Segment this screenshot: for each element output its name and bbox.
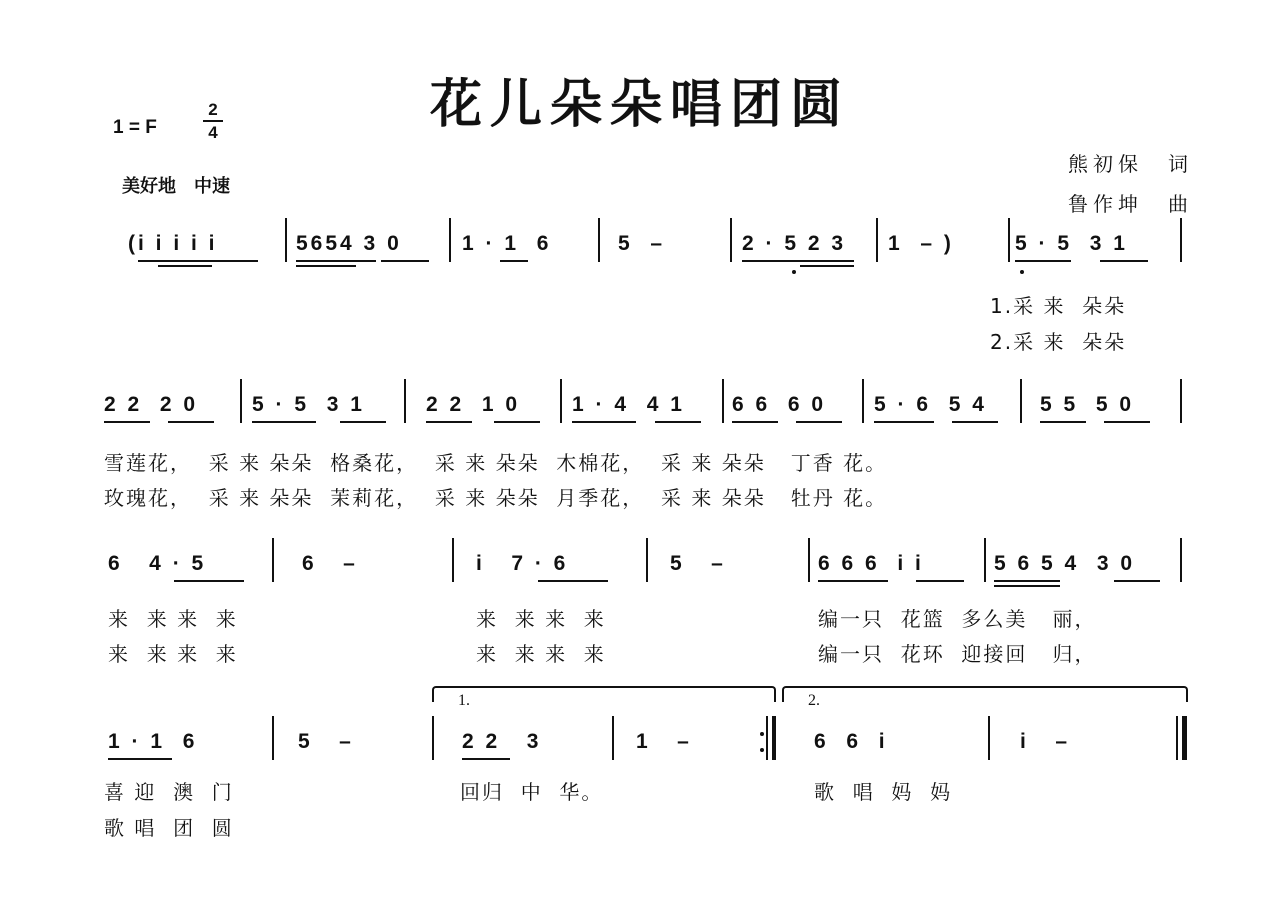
line4-verse1-b: 回归 中 华。 — [460, 780, 604, 804]
line4-verse1-a: 喜 迎 澳 门 — [104, 780, 234, 804]
measure-3: 2 2 1 0 — [426, 393, 521, 416]
line1-verse2: 2.采 来 朵朵 — [990, 330, 1127, 354]
measure-5: 2 · 5 2 3 — [742, 232, 847, 255]
measure-2: 5654 3 0 — [296, 232, 402, 255]
measure-3: i 7 · 6 — [476, 552, 569, 575]
line1-verse1: 1.采 来 朵朵 — [990, 294, 1127, 318]
staff-line-2 — [0, 393, 1280, 425]
staff-line-3 — [0, 552, 1280, 584]
volta-bracket-2 — [782, 686, 1188, 702]
measure-4: 1 · 4 4 1 — [572, 393, 685, 416]
time-signature-top: 2 — [208, 100, 218, 119]
line3-verse2-c: 编一只 花环 迎接回 归， — [818, 642, 1097, 666]
line3-verse1-b: 来 来 来 来 — [476, 607, 606, 631]
line3-verse2-a: 来 来 来 来 — [108, 642, 238, 666]
measure-3: 2 2 3 — [462, 730, 542, 753]
key-signature: 1 = F — [113, 117, 157, 138]
measure-4: 5 – — [670, 552, 726, 575]
measure-1: (i i i i i — [128, 232, 218, 255]
measure-4: 1 – — [636, 730, 692, 753]
measure-7: 5 5 5 0 — [1040, 393, 1135, 416]
measure-6: 1 – ) — [888, 232, 954, 255]
line3-verse1-a: 来 来 来 来 — [108, 607, 238, 631]
measure-1: 6 4 · 5 — [108, 552, 207, 575]
measure-2: 5 · 5 3 1 — [252, 393, 365, 416]
measure-3: 1 · 1 6 — [462, 232, 552, 255]
line3-verse2-b: 来 来 来 来 — [476, 642, 606, 666]
staff-line-4 — [0, 730, 1280, 762]
staff-line-1 — [0, 232, 1280, 264]
line3-verse1-c: 编一只 花篮 多么美 丽， — [818, 607, 1097, 631]
measure-2: 6 – — [302, 552, 358, 575]
time-signature-bottom: 4 — [208, 123, 218, 142]
measure-4: 5 – — [618, 232, 666, 255]
line4-verse1-c: 歌 唱 妈 妈 — [814, 780, 953, 804]
volta-label-2: 2. — [808, 692, 820, 709]
measure-5: 6 6 6 i i — [818, 552, 924, 575]
measure-6: 5 · 6 5 4 — [874, 393, 987, 416]
volta-label-1: 1. — [458, 692, 470, 709]
measure-5: 6 6 i — [814, 730, 888, 753]
line2-verse2: 玫瑰花， 采 来 朵朵 茉莉花， 采 来 朵朵 月季花， 采 来 朵朵 牡丹 花。 — [104, 486, 888, 510]
tempo-marking: 美好地 中速 — [122, 176, 230, 197]
song-title: 花儿朵朵唱团圆 — [429, 74, 850, 135]
measure-1: 2 2 2 0 — [104, 393, 199, 416]
composer-credit: 鲁作坤 曲 — [1068, 192, 1193, 216]
measure-6: 5 6 5 4 3 0 — [994, 552, 1136, 575]
time-signature — [203, 100, 223, 142]
line4-verse2-a: 歌 唱 团 圆 — [104, 816, 234, 840]
line2-verse1: 雪莲花， 采 来 朵朵 格桑花， 采 来 朵朵 木棉花， 采 来 朵朵 丁香 花。 — [104, 451, 888, 475]
volta-bracket-1 — [432, 686, 776, 702]
measure-1: 1 · 1 6 — [108, 730, 198, 753]
measure-6: i – — [1020, 730, 1071, 753]
measure-5: 6 6 6 0 — [732, 393, 827, 416]
lyricist-credit: 熊初保 词 — [1068, 152, 1193, 176]
measure-7: 5 · 5 3 1 — [1015, 232, 1128, 255]
measure-2: 5 – — [298, 730, 354, 753]
